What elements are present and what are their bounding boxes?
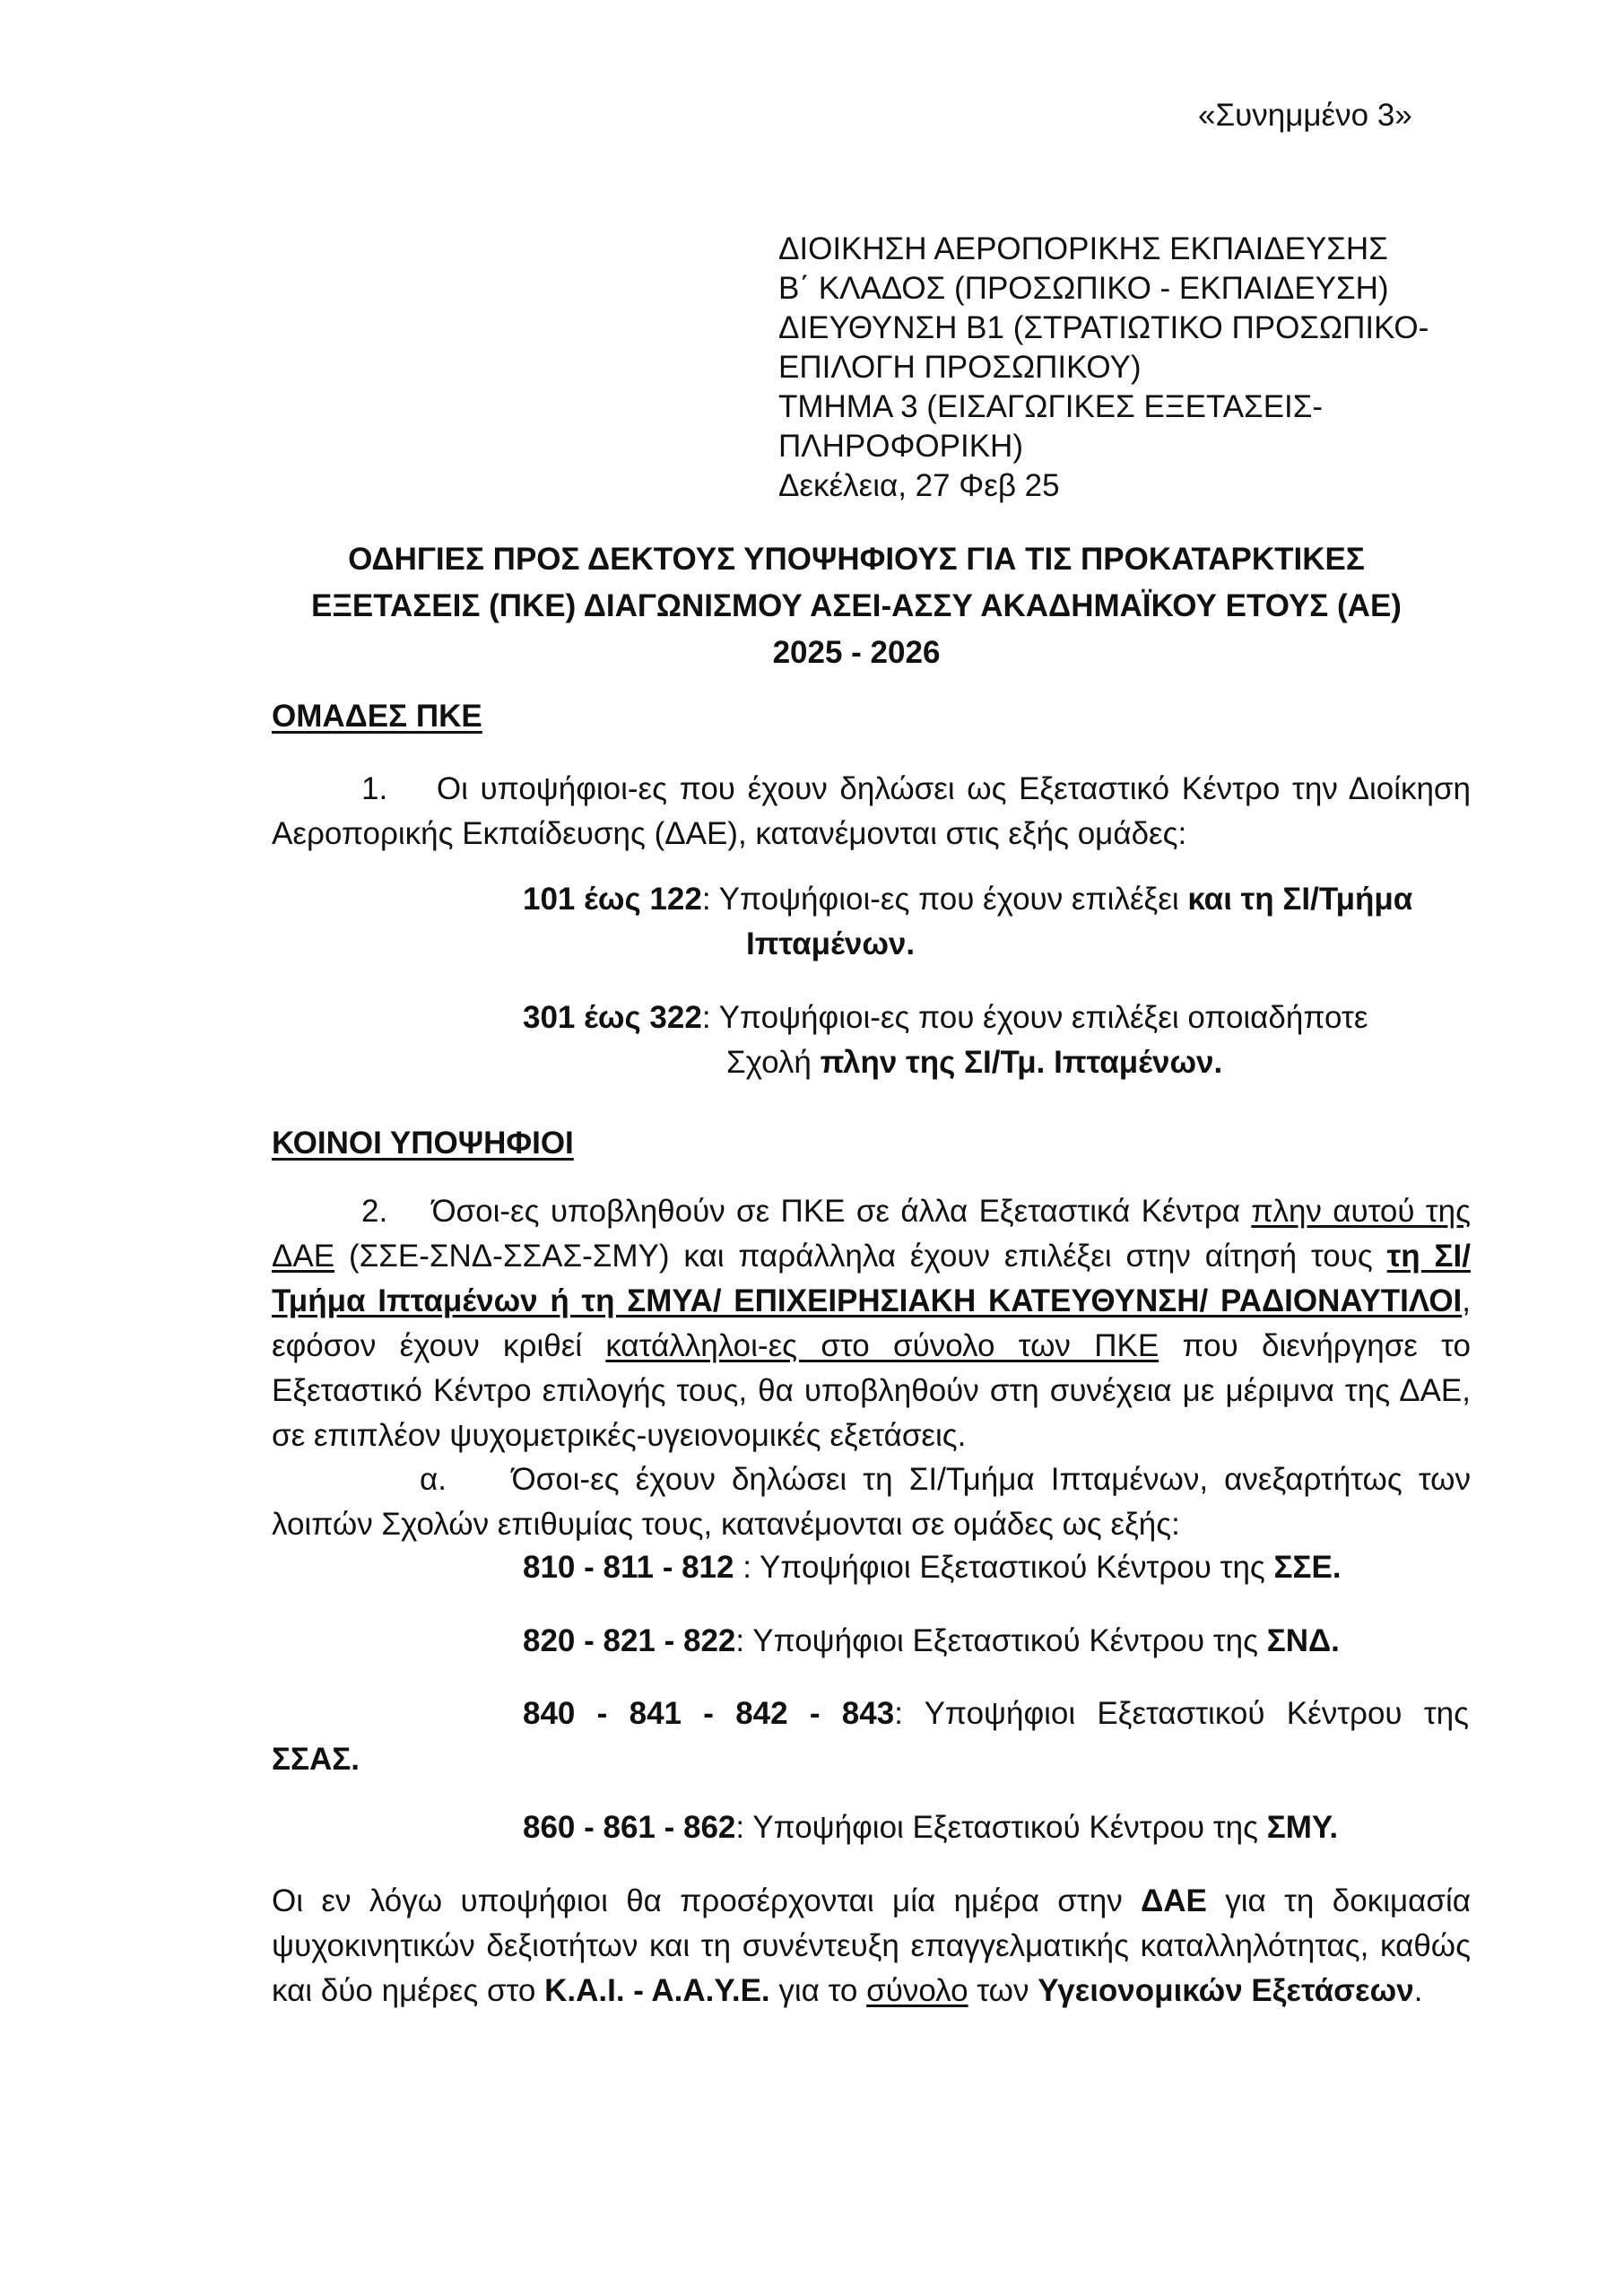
issue-date: Δεκέλεια, 27 Φεβ 25 xyxy=(778,468,1060,503)
paragraph-3: Οι εν λόγω υποψήφιοι θα προσέρχονται μία ημέρα στην ΔΑΕ για τη δοκιμασία ψυχοκινητικών δεξιοτήτων και τη συνέντευξη επαγγελματικής καταλληλότητας, καθώς και δύο ημέρες στο Κ.Α.Ι. - Α.Α.Υ.Ε. για το σύνολο των Υγειονομικών Εξετάσεων. xyxy=(272,1883,1471,2008)
paragraph-text: Οι υποψήφιοι-ες που έχουν δηλώσει ως Εξεταστικό Κέντρο την Διοίκηση Αεροπορικής Εκπαίδευσης (ΔΑΕ), κατανέμονται στις εξής ομάδες: xyxy=(272,771,1471,851)
issuer-line-4: ΕΠΙΛΟΓΗ ΠΡΟΣΩΠΙΚΟΥ) xyxy=(778,350,1142,385)
issuer-line-6: ΠΛΗΡΟΦΟΡΙΚΗ) xyxy=(778,429,1023,464)
paragraph-number: α. xyxy=(420,1462,447,1497)
title-line-2: ΕΞΕΤΑΣΕΙΣ (ΠΚΕ) ΔΙΑΓΩΝΙΣΜΟΥ ΑΣΕΙ-ΑΣΣΥ ΑΚΑΔΗΜΑΪΚΟΥ ΕΤΟΥΣ (ΑΕ) xyxy=(311,588,1402,623)
group-101-122-cont: Ιπταμένων. xyxy=(746,926,916,961)
paragraph-number: 2. xyxy=(361,1194,388,1229)
issuer-line-5: ΤΜΗΜΑ 3 (ΕΙΣΑΓΩΓΙΚΕΣ ΕΞΕΤΑΣΕΙΣ- xyxy=(778,389,1324,424)
group-range: 301 έως 322 xyxy=(523,1000,702,1035)
issuer-block xyxy=(778,230,1541,506)
issuer-line-2: Β΄ ΚΛΑΔΟΣ (ΠΡΟΣΩΠΙΚΟ - ΕΚΠΑΙΔΕΥΣΗ) xyxy=(778,271,1389,306)
section-heading-common: ΚΟΙΝΟΙ ΥΠΟΨΗΦΙΟΙ xyxy=(272,1126,574,1161)
group-301-322: 301 έως 322: Υποψήφιοι-ες που έχουν επιλέξει οποιαδήποτε xyxy=(523,1000,1368,1035)
paragraph-number: 1. xyxy=(361,771,388,806)
group-range: 101 έως 122 xyxy=(523,882,702,917)
paragraph-2: 2. Όσοι-ες υποβληθούν σε ΠΚΕ σε άλλα Εξεταστικά Κέντρα πλην αυτού της ΔΑΕ (ΣΣΕ-ΣΝΔ-ΣΣΑΣ-ΣΜΥ) και παράλληλα έχουν επιλέξει στην αίτησή τους τη ΣΙ/Τμήμα Ιπταμένων ή τη ΣΜΥΑ/ ΕΠΙΧΕΙΡΗΣΙΑΚΗ ΚΑΤΕΥΘΥΝΣΗ/ ΡΑΔΙΟΝΑΥΤΙΛΟΙ, εφόσον έχουν κριθεί κατάλληλοι-ες στο σύνολο των ΠΚΕ που διενήργησε το Εξεταστικό Κέντρο επιλογής τους, θα υποβληθούν στη συνέχεια με μέριμνα της ΔΑΕ, σε επιπλέον ψυχομετρικές-υγειονομικές εξετάσεις. xyxy=(272,1194,1472,1453)
paragraph-2a: α. Όσοι-ες έχουν δηλώσει τη ΣΙ/Τμήμα Ιπταμένων, ανεξαρτήτως των λοιπών Σχολών επιθυμίας τους, κατανέμονται σε ομάδες ως εξής: xyxy=(272,1462,1471,1542)
section-heading-groups: ΟΜΑΔΕΣ ΠΚΕ xyxy=(272,699,482,734)
paragraph-1 xyxy=(272,767,1471,857)
annex-label: «Συνημμένο 3» xyxy=(1198,98,1412,133)
center-group-sse: 810 - 811 - 812 : Υποψήφιοι Εξεταστικού Κέντρου της ΣΣΕ. xyxy=(523,1550,1342,1585)
issuer-line-3: ΔΙΕΥΘΥΝΣΗ Β1 (ΣΤΡΑΤΙΩΤΙΚΟ ΠΡΟΣΩΠΙΚΟ- xyxy=(778,310,1429,345)
center-group-smy: 860 - 861 - 862: Υποψήφιοι Εξεταστικού Κέντρου της ΣΜΥ. xyxy=(523,1810,1339,1845)
center-group-ssas: 840 - 841 - 842 - 843: Υποψήφιοι Εξεταστικού Κέντρου της xyxy=(523,1696,1469,1731)
title-line-1: ΟΔΗΓΙΕΣ ΠΡΟΣ ΔΕΚΤΟΥΣ ΥΠΟΨΗΦΙΟΥΣ ΓΙΑ ΤΙΣ ΠΡΟΚΑΤΑΡΚΤΙΚΕΣ xyxy=(348,542,1365,577)
issuer-line-1: ΔΙΟΙΚΗΣΗ ΑΕΡΟΠΟΡΙΚΗΣ ΕΚΠΑΙΔΕΥΣΗΣ xyxy=(778,231,1388,266)
group-101-122: 101 έως 122: Υποψήφιοι-ες που έχουν επιλέξει και τη ΣΙ/Τμήμα xyxy=(523,882,1413,917)
group-301-322-cont: Σχολή πλην της ΣΙ/Τμ. Ιπταμένων. xyxy=(726,1045,1223,1080)
center-group-snd: 820 - 821 - 822: Υποψήφιοι Εξεταστικού Κέντρου της ΣΝΔ. xyxy=(523,1623,1340,1658)
center-group-ssas-cont: ΣΣΑΣ. xyxy=(272,1742,360,1777)
title-line-3: 2025 - 2026 xyxy=(772,635,941,670)
document-title xyxy=(260,536,1453,676)
